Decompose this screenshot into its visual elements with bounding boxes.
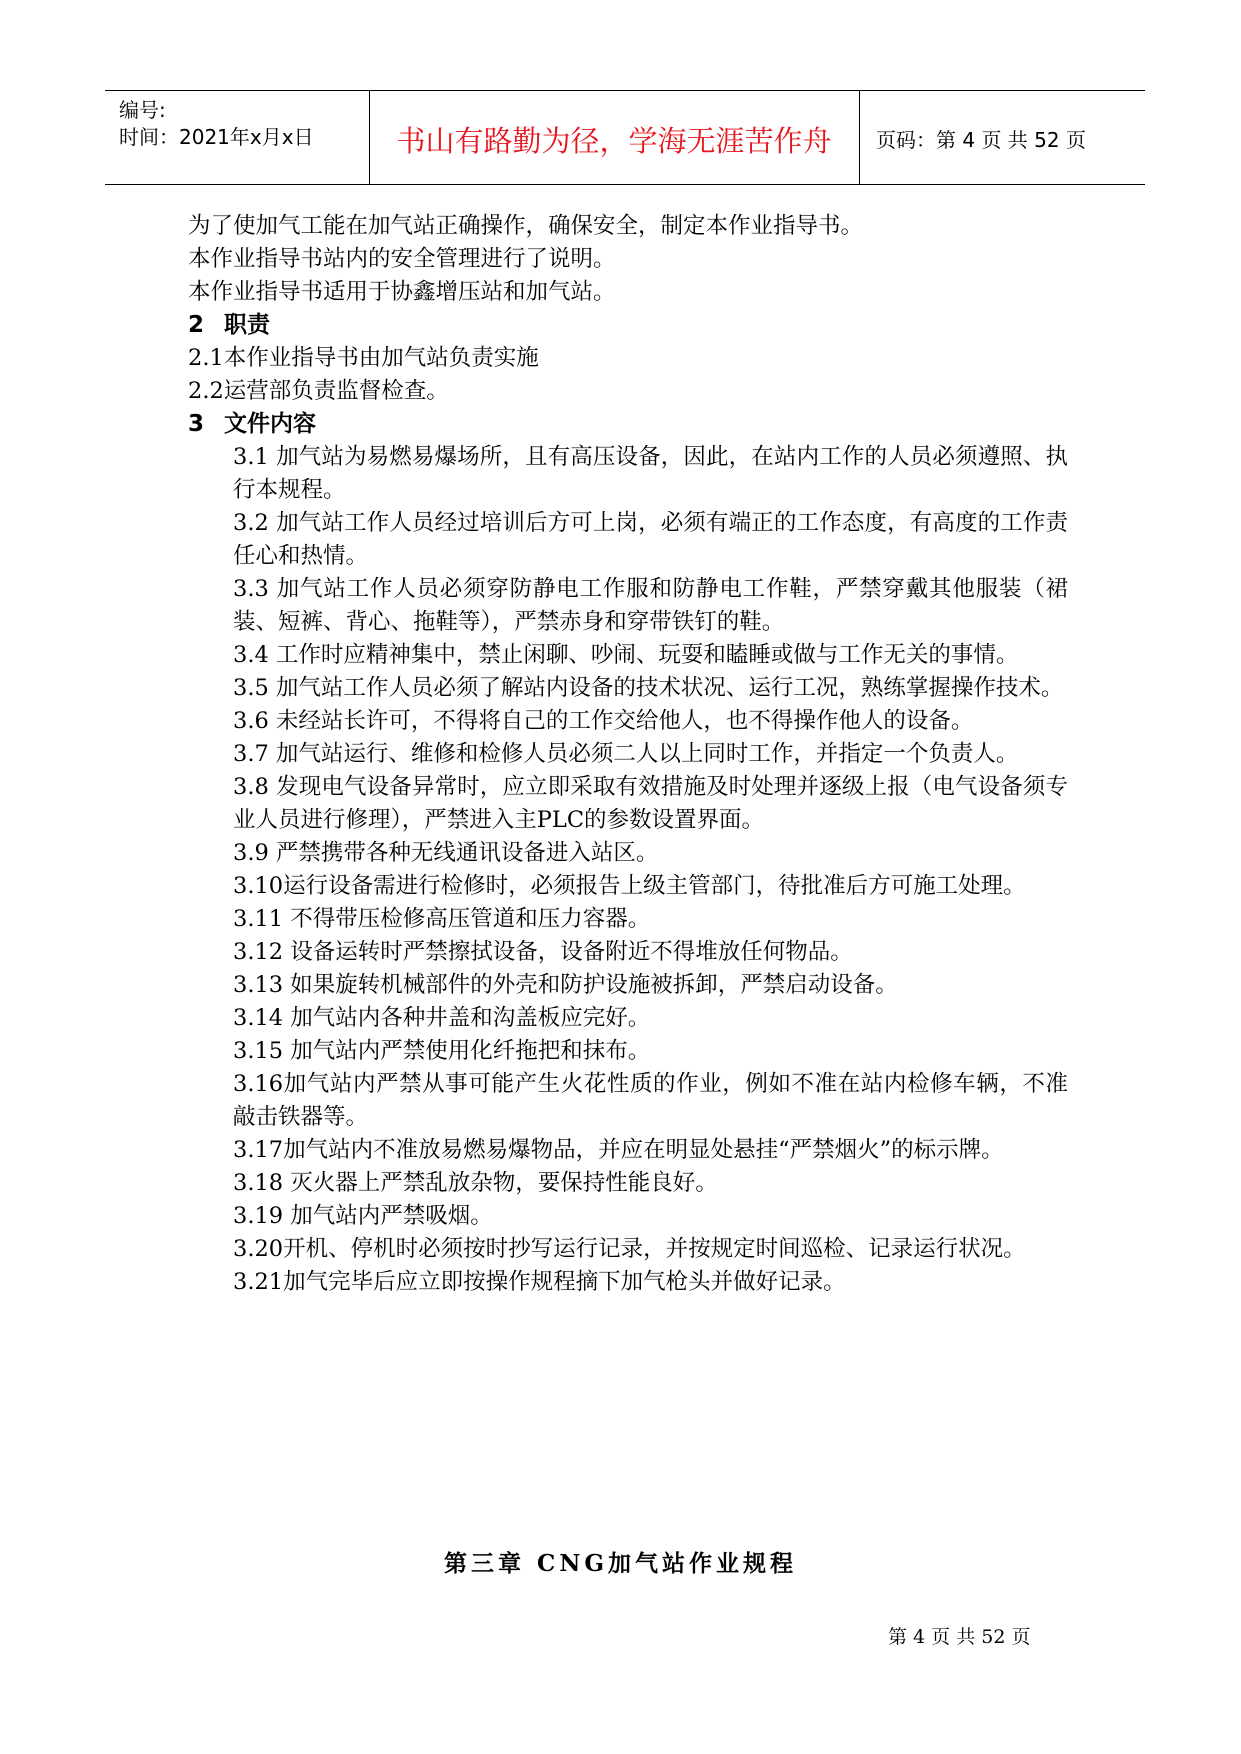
header-left-cell [105, 91, 370, 184]
intro-line: 本作业指导书适用于协鑫增压站和加气站。 [188, 279, 616, 305]
list-item: 3.11 不得带压检修高压管道和压力容器。 [233, 906, 651, 932]
document-body [188, 210, 1068, 1299]
intro-line: 本作业指导书站内的安全管理进行了说明。 [188, 246, 616, 272]
list-item: 3.12 设备运转时严禁擦拭设备，设备附近不得堆放任何物品。 [233, 939, 853, 965]
section-title: 职责 [224, 312, 270, 338]
list-item: 3.21加气完毕后应立即按操作规程摘下加气枪头并做好记录。 [233, 1269, 846, 1295]
section-heading [188, 309, 1068, 342]
list-item: 3.19 加气站内严禁吸烟。 [233, 1203, 493, 1229]
header-motto: 书山有路勤为径，学海无涯苦作舟 [396, 124, 832, 158]
list-item: 3.16加气站内严禁从事可能产生火花性质的作业，例如不准在站内检修车辆，不准敲击铁器等。 [233, 1071, 1068, 1130]
header-right-cell [860, 91, 1145, 184]
intro-line: 为了使加气工能在加气站正确操作，确保安全，制定本作业指导书。 [188, 213, 864, 239]
document-number-label: 编号: [119, 98, 166, 122]
page-footer: 第 4 页 共 52 页 [888, 1626, 1031, 1648]
list-item: 3.6 未经站长许可，不得将自己的工作交给他人，也不得操作他人的设备。 [233, 708, 974, 734]
list-item: 3.2 加气站工作人员经过培训后方可上岗，必须有端正的工作态度，有高度的工作责任心和热情。 [233, 510, 1068, 569]
list-item: 3.7 加气站运行、维修和检修人员必须二人以上同时工作，并指定一个负责人。 [233, 741, 1019, 767]
section-heading [188, 408, 1068, 441]
list-item: 2.1本作业指导书由加气站负责实施 [188, 345, 539, 371]
section-number: 3 [188, 411, 205, 437]
list-item: 3.9 严禁携带各种无线通讯设备进入站区。 [233, 840, 659, 866]
header-middle-cell [369, 91, 860, 184]
section-title: 文件内容 [224, 411, 316, 437]
list-item: 3.14 加气站内各种井盖和沟盖板应完好。 [233, 1005, 651, 1031]
list-item: 3.3 加气站工作人员必须穿防静电工作服和防静电工作鞋，严禁穿戴其他服装（裙装、短裤、背心、拖鞋等），严禁赤身和穿带铁钉的鞋。 [233, 576, 1068, 635]
list-item: 3.1 加气站为易燃易爆场所，且有高压设备，因此，在站内工作的人员必须遵照、执行本规程。 [233, 444, 1068, 503]
document-time-label: 时间：2021年x月x日 [119, 125, 314, 149]
list-item: 3.13 如果旋转机械部件的外壳和防护设施被拆卸，严禁启动设备。 [233, 972, 898, 998]
header-page-indicator: 页码：第 4 页 共 52 页 [876, 128, 1086, 152]
chapter-title: 第三章 CNG加气站作业规程 [444, 1550, 797, 1577]
list-item: 3.10运行设备需进行检修时，必须报告上级主管部门，待批准后方可施工处理。 [233, 873, 1026, 899]
page-header [105, 90, 1145, 185]
section-number: 2 [188, 312, 205, 338]
list-item: 3.5 加气站工作人员必须了解站内设备的技术状况、运行工况，熟练掌握操作技术。 [233, 675, 1064, 701]
list-item: 3.20开机、停机时必须按时抄写运行记录，并按规定时间巡检、记录运行状况。 [233, 1236, 1026, 1262]
list-item: 3.15 加气站内严禁使用化纤拖把和抹布。 [233, 1038, 651, 1064]
list-item: 3.17加气站内不准放易燃易爆物品，并应在明显处悬挂“严禁烟火”的标示牌。 [233, 1137, 1004, 1163]
list-item: 2.2运营部负责监督检查。 [188, 378, 449, 404]
list-item: 3.18 灭火器上严禁乱放杂物，要保持性能良好。 [233, 1170, 718, 1196]
list-item: 3.4 工作时应精神集中，禁止闲聊、吵闹、玩耍和瞌睡或做与工作无关的事情。 [233, 642, 1019, 668]
list-item: 3.8 发现电气设备异常时，应立即采取有效措施及时处理并逐级上报（电气设备须专业人员进行修理），严禁进入主PLC的参数设置界面。 [233, 774, 1068, 833]
